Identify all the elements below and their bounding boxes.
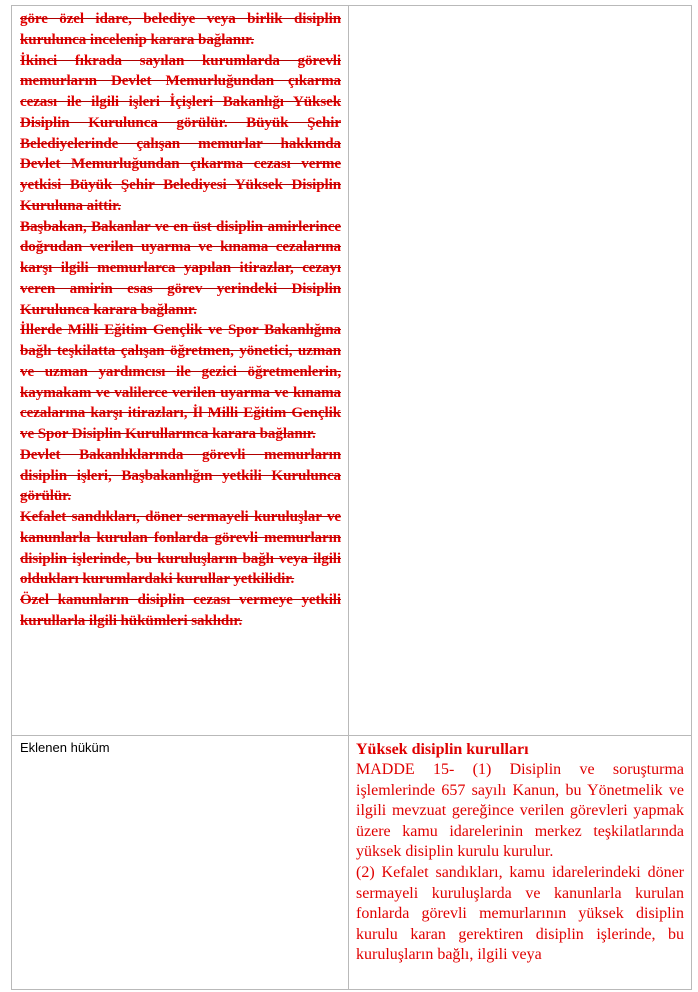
empty-right-cell [349, 6, 692, 736]
repealed-paragraph-5: Devlet Bakanlıklarında görevli memurların disiplin işleri, Başbakanlığın yetkili Kurulunca görülür. [20, 446, 341, 505]
repealed-text-cell [12, 6, 349, 736]
table-row-repealed [12, 6, 692, 736]
comparison-table [11, 5, 692, 990]
table-row-added [12, 736, 692, 990]
added-label: Eklenen hüküm [20, 740, 110, 755]
new-section-heading: Yüksek disiplin kurulları [356, 741, 529, 758]
new-section-paragraph-2: (2) Kefalet sandıkları, kamu idarelerindeki döner sermayeli kuruluşlarda ve kanunlarla kurulan fonlarda görevli memurlarının yüksek disiplin kurulu karan gerektiren disiplin işlerinde, bu kuruluşların bağlı, ilgili veya [356, 863, 684, 964]
repealed-paragraph-1: göre özel idare, belediye veya birlik disiplin kurulunca incelenip karara bağlanır. [20, 11, 341, 48]
repealed-paragraph-2: İkinci fıkrada sayılan kurumlarda görevli memurların Devlet Memurluğundan çıkarma cezası ile ilgili işleri İçişleri Bakanlığı Yüksek Disiplin Kurulunca görülür. Büyük Şehir Belediyelerinde çalışan memurlar hakkında Devlet Memurluğundan çıkarma cezası verme yetkisi Büyük Şehir Belediyesi Yüksek Disiplin Kuruluna aittir. [20, 52, 341, 214]
repealed-paragraph-3: Başbakan, Bakanlar ve en üst disiplin amirlerince doğrudan verilen uyarma ve kınama cezalarına karşı ilgili memurlarca yapılan itirazlar, cezayı veren amirin esas görev yerindeki Disiplin Kurulunca karara bağlanır. [20, 218, 341, 318]
repealed-paragraph-6: Kefalet sandıkları, döner sermayeli kuruluşlar ve kanunlarla kurulan fonlarda görevli memurların disiplin işlerinde, bu kuruluşların bağlı veya ilgili oldukları kurumlardaki kurullar yetkilidir. [20, 509, 341, 588]
repealed-paragraph-4: İllerde Milli Eğitim Gençlik ve Spor Bakanlığına bağlı teşkilatta çalışan öğretmen, yönetici, uzman ve uzman yardımcısı ile gezici öğretmenlerin, kaymakam ve valilerce verilen uyarma ve kınama cezalarına karşı itirazları, İl Milli Eğitim Gençlik ve Spor Disiplin Kurullarınca karara bağlanır. [20, 322, 341, 442]
new-provision-cell [349, 736, 692, 990]
added-label-cell [12, 736, 349, 990]
repealed-paragraph-7: Özel kanunların disiplin cezası vermeye yetkili kurullarla ilgili hükümleri saklıdır. [20, 592, 341, 629]
new-section-paragraph-1: MADDE 15- (1) Disiplin ve soruşturma işlemlerinde 657 sayılı Kanun, bu Yönetmelik ve ilgili mevzuat gereğince verilen görevleri yapmak üzere kamu idarelerinin merkez teşkilatlarında yüksek disiplin kurulu kurulur. [356, 761, 684, 861]
